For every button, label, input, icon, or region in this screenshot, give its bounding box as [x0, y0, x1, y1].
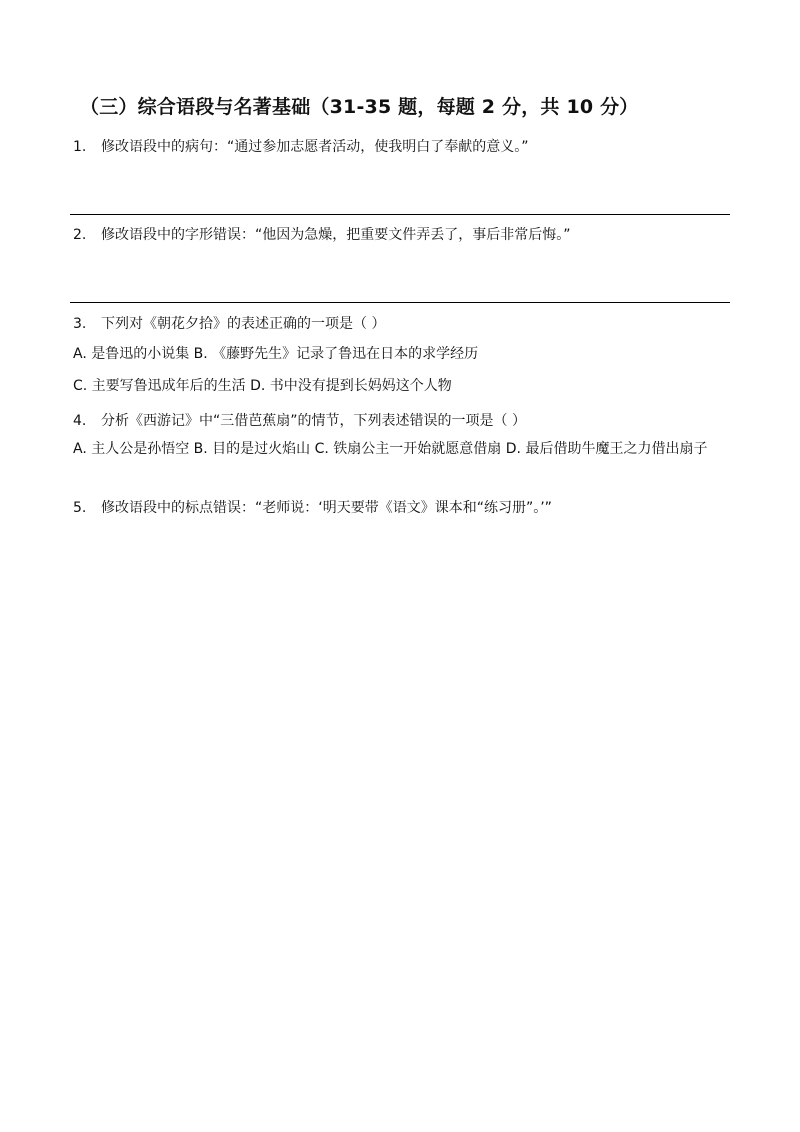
question-text: 修改语段中的字形错误：“他因为急燥，把重要文件弄丢了，事后非常后悔。”: [101, 227, 571, 243]
question-2: [73, 224, 571, 244]
question-text: 修改语段中的病句：“通过参加志愿者活动，使我明白了奉献的意义。”: [101, 139, 529, 155]
question-number: 2.: [73, 227, 87, 243]
question-5: [73, 497, 552, 517]
question-number: 1.: [73, 139, 87, 155]
question-1: [73, 136, 529, 156]
answer-line-2[interactable]: [70, 302, 730, 303]
question-number: 4.: [73, 413, 87, 429]
question-3-options-row-2: C. 主要写鲁迅成年后的生活 D. 书中没有提到长妈妈这个人物: [73, 378, 452, 394]
question-text: 下列对《朝花夕拾》的表述正确的一项是（ ）: [101, 316, 386, 332]
question-4: [73, 410, 526, 430]
section-title: （三）综合语段与名著基础（31-35 题，每题 2 分，共 10 分）: [80, 96, 639, 118]
question-text: 修改语段中的标点错误：“老师说：‘明天要带《语文》课本和“练习册”。’”: [101, 500, 552, 516]
answer-line-1[interactable]: [70, 214, 730, 215]
question-number: 5.: [73, 500, 87, 516]
question-text: 分析《西游记》中“三借芭蕉扇”的情节，下列表述错误的一项是（ ）: [101, 413, 526, 429]
question-4-options: A. 主人公是孙悟空 B. 目的是过火焰山 C. 铁扇公主一开始就愿意借扇 D. 最后借助牛魔王之力借出扇子: [73, 441, 708, 457]
question-3-options-row-1: A. 是鲁迅的小说集 B. 《藤野先生》记录了鲁迅在日本的求学经历: [73, 346, 479, 362]
question-3: [73, 313, 385, 333]
question-number: 3.: [73, 316, 87, 332]
